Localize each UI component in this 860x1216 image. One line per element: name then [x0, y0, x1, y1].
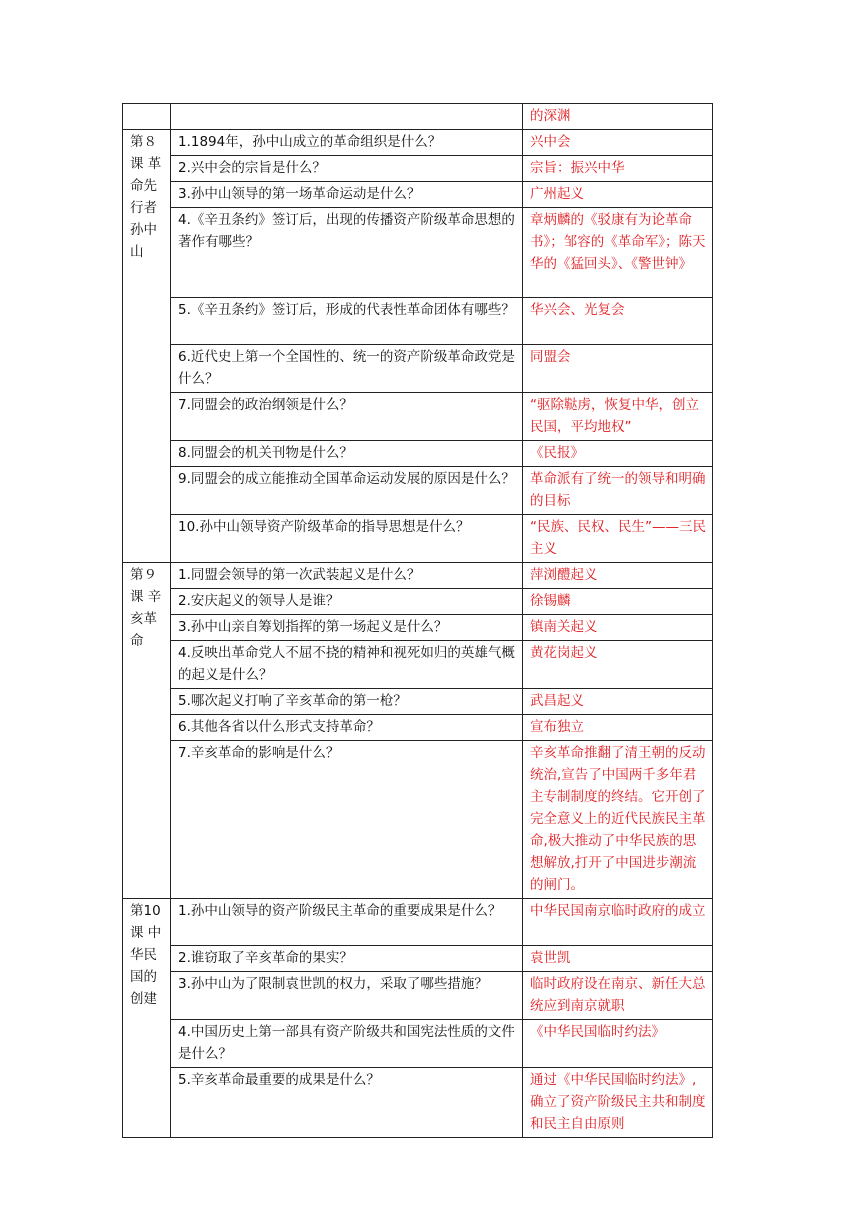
lesson-title-cell: 第９课 辛亥革命	[123, 563, 171, 899]
question-cell: 7.同盟会的政治纲领是什么？	[171, 393, 523, 441]
question-cell: 5.辛亥革命最重要的成果是什么？	[171, 1068, 523, 1138]
table-row	[123, 972, 713, 1020]
table-row	[123, 589, 713, 615]
table-row	[123, 130, 713, 156]
table-row	[123, 715, 713, 741]
question-cell: 4.《辛丑条约》签订后，出现的传播资产阶级革命思想的著作有哪些？	[171, 208, 523, 298]
answer-cell: 华兴会、光复会	[523, 298, 713, 345]
table-row	[123, 615, 713, 641]
answer-cell: 宣布独立	[523, 715, 713, 741]
table-row	[123, 899, 713, 946]
table-row	[123, 208, 713, 298]
question-cell: 8.同盟会的机关刊物是什么？	[171, 441, 523, 467]
qa-table-body	[123, 104, 713, 1138]
answer-cell: “民族、民权、民生”——三民主义	[523, 515, 713, 563]
table-row	[123, 1020, 713, 1068]
answer-cell: 武昌起义	[523, 689, 713, 715]
table-row	[123, 741, 713, 899]
question-cell: 2.兴中会的宗旨是什么？	[171, 156, 523, 182]
table-row	[123, 393, 713, 441]
question-cell: 2.安庆起义的领导人是谁？	[171, 589, 523, 615]
table-row	[123, 467, 713, 515]
question-cell: 5.《辛丑条约》签订后，形成的代表性革命团体有哪些？	[171, 298, 523, 345]
answer-cell: 辛亥革命推翻了清王朝的反动统治,宣告了中国两千多年君主专制制度的终结。它开创了完全意义上的近代民族民主革命,极大推动了中华民族的思想解放,打开了中国进步潮流的闸门。	[523, 741, 713, 899]
question-cell: 2.谁窃取了辛亥革命的果实？	[171, 946, 523, 972]
answer-cell: 临时政府设在南京、新任大总统应到南京就职	[523, 972, 713, 1020]
table-row	[123, 298, 713, 345]
answer-cell: 徐锡麟	[523, 589, 713, 615]
continuation-row	[123, 104, 713, 130]
lesson-cell	[123, 104, 171, 130]
answer-cell: 同盟会	[523, 345, 713, 393]
answer-cell: 萍浏醴起义	[523, 563, 713, 589]
question-cell: 4.反映出革命党人不屈不挠的精神和视死如归的英雄气概的起义是什么？	[171, 641, 523, 689]
answer-cell: 中华民国南京临时政府的成立	[523, 899, 713, 946]
question-cell: 3.孙中山亲自筹划指挥的第一场起义是什么？	[171, 615, 523, 641]
question-cell: 6.近代史上第一个全国性的、统一的资产阶级革命政党是什么？	[171, 345, 523, 393]
answer-cell: 革命派有了统一的领导和明确的目标	[523, 467, 713, 515]
answer-cell: 广州起义	[523, 182, 713, 208]
question-cell: 5.哪次起义打响了辛亥革命的第一枪？	[171, 689, 523, 715]
table-row	[123, 641, 713, 689]
table-row	[123, 182, 713, 208]
question-cell: 10.孙中山领导资产阶级革命的指导思想是什么？	[171, 515, 523, 563]
table-row	[123, 689, 713, 715]
question-cell: 7.辛亥革命的影响是什么？	[171, 741, 523, 899]
question-cell: 3.孙中山为了限制袁世凯的权力，采取了哪些措施？	[171, 972, 523, 1020]
answer-cell: 镇南关起义	[523, 615, 713, 641]
question-cell	[171, 104, 523, 130]
question-cell: 3.孙中山领导的第一场革命运动是什么？	[171, 182, 523, 208]
table-row	[123, 563, 713, 589]
table-row	[123, 441, 713, 467]
question-cell: 1.孙中山领导的资产阶级民主革命的重要成果是什么？	[171, 899, 523, 946]
answer-cell: “驱除鞑虏，恢复中华，创立民国，平均地权”	[523, 393, 713, 441]
answer-cell: 袁世凯	[523, 946, 713, 972]
question-cell: 1.同盟会领导的第一次武装起义是什么？	[171, 563, 523, 589]
question-cell: 1.1894年，孙中山成立的革命组织是什么？	[171, 130, 523, 156]
answer-cell: 兴中会	[523, 130, 713, 156]
answer-cell: 黄花岗起义	[523, 641, 713, 689]
lesson-title-cell: 第10课 中华民国的创建	[123, 899, 171, 1138]
answer-cell: 宗旨：振兴中华	[523, 156, 713, 182]
question-cell: 9.同盟会的成立能推动全国革命运动发展的原因是什么？	[171, 467, 523, 515]
question-cell: 6.其他各省以什么形式支持革命？	[171, 715, 523, 741]
table-row	[123, 345, 713, 393]
answer-cell: 章炳麟的《驳康有为论革命书》；邹容的《革命军》；陈天华的《猛回头》、《警世钟》	[523, 208, 713, 298]
table-row	[123, 1068, 713, 1138]
table-row	[123, 515, 713, 563]
table-row	[123, 156, 713, 182]
question-cell: 4.中国历史上第一部具有资产阶级共和国宪法性质的文件是什么？	[171, 1020, 523, 1068]
answer-cell: 通过《中华民国临时约法》,确立了资产阶级民主共和制度和民主自由原则	[523, 1068, 713, 1138]
answer-cell: 《中华民国临时约法》	[523, 1020, 713, 1068]
lesson-title-cell: 第８课 革命先行者孙中山	[123, 130, 171, 563]
qa-table	[122, 103, 713, 1138]
table-row	[123, 946, 713, 972]
answer-cell: 《民报》	[523, 441, 713, 467]
answer-cell: 的深渊	[523, 104, 713, 130]
